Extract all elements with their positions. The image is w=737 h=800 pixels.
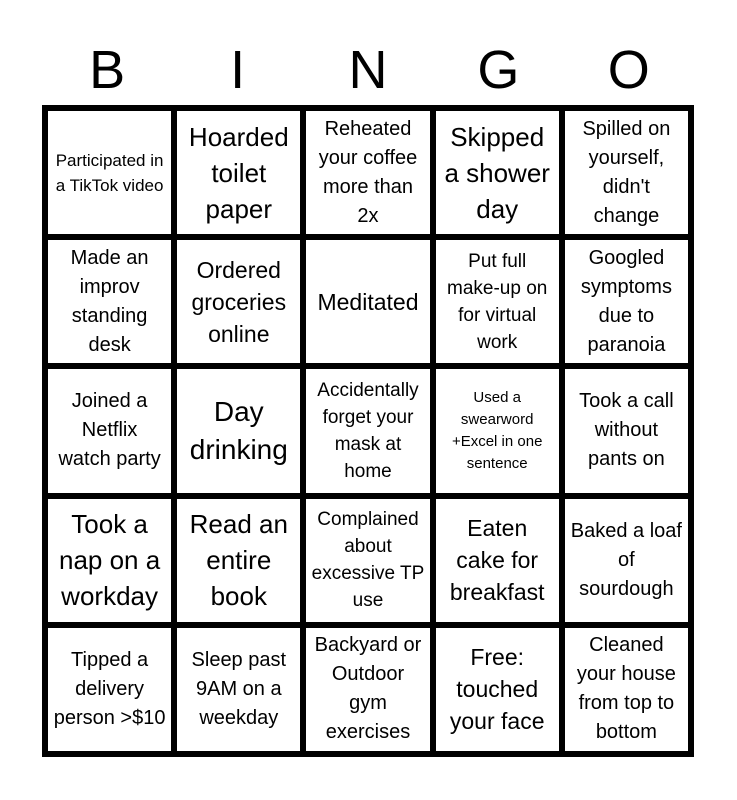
bingo-cell[interactable] [303,366,432,495]
cell-text: Took a call without pants on [579,390,674,471]
bingo-cell[interactable] [45,366,174,495]
bingo-cell[interactable] [562,496,691,625]
cell-text: Spilled on yourself, didn't change [582,117,671,227]
bingo-cell[interactable] [303,108,432,237]
cell-text: Skipped a shower day [444,121,550,224]
cell-text: Made an improv standing desk [70,246,149,356]
cell-text: Backyard or Outdoor gym exercises [314,634,422,744]
header-letter-o: O [607,40,650,100]
cell-text: Tipped a delivery person >$10 [53,648,166,729]
cell-text: Hoarded toilet paper [188,121,289,224]
cell-text: Complained about excessive TP use [311,509,425,612]
header-letter-n: N [348,40,388,100]
bingo-header [42,38,694,102]
bingo-cell[interactable] [174,496,303,625]
header-letter-i: I [230,40,246,100]
bingo-cell[interactable] [174,237,303,366]
bingo-card [42,105,694,757]
bingo-cell[interactable] [433,237,562,366]
cell-text: Googled symptoms due to paranoia [580,246,672,356]
bingo-cell[interactable] [562,366,691,495]
bingo-cell[interactable] [45,237,174,366]
bingo-cell[interactable] [433,366,562,495]
cell-text: Ordered groceries online [191,256,287,347]
cell-text: Day drinking [189,395,288,465]
bingo-cell[interactable] [174,366,303,495]
cell-text: Used a swearword +Excel in one sentence [451,388,543,472]
bingo-cell[interactable] [45,496,174,625]
bingo-cell[interactable] [433,625,562,754]
bingo-cell[interactable] [303,237,432,366]
bingo-cell[interactable] [562,108,691,237]
cell-text: Baked a loaf of sourdough [570,519,682,600]
cell-text: Put full make-up on for virtual work [447,250,548,353]
cell-text: Accidentally forget your mask at home [317,379,419,482]
cell-text: Participated in a TikTok video [55,150,164,195]
bingo-cell[interactable] [174,625,303,754]
bingo-cell[interactable] [45,625,174,754]
bingo-cell[interactable] [562,237,691,366]
bingo-cell[interactable] [174,108,303,237]
cell-text: Took a nap on a workday [58,509,161,612]
cell-text: Joined a Netflix watch party [58,390,161,471]
cell-text: Eaten cake for breakfast [449,515,545,606]
cell-text: Sleep past 9AM on a weekday [191,648,287,729]
cell-text: Read an entire book [189,509,288,612]
bingo-cell[interactable] [433,108,562,237]
bingo-cell[interactable] [303,625,432,754]
bingo-cell[interactable] [303,496,432,625]
bingo-cell[interactable] [562,625,691,754]
header-letter-g: G [477,40,520,100]
cell-text: Meditated [317,288,419,315]
cell-text: Cleaned your house from top to bottom [576,634,676,744]
bingo-cell[interactable] [433,496,562,625]
cell-text: Free: touched your face [449,644,545,735]
cell-text: Reheated your coffee more than 2x [318,117,418,227]
bingo-cell[interactable] [45,108,174,237]
header-letter-b: B [89,40,126,100]
